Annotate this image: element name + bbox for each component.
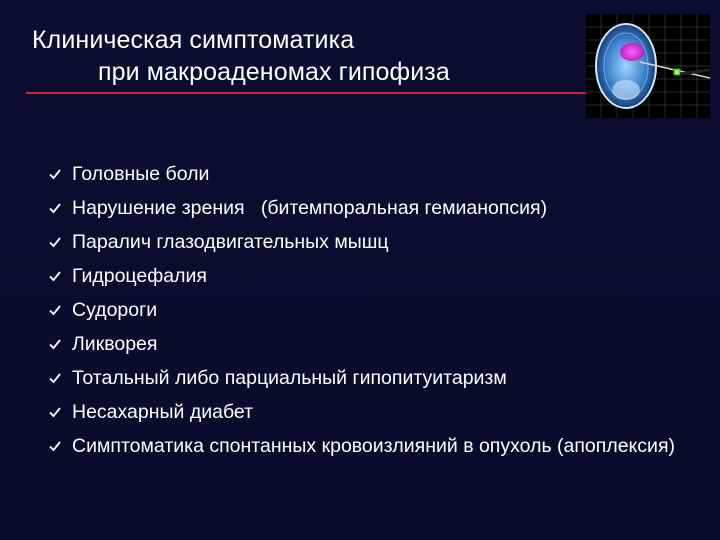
symptom-text: Гидроцефалия xyxy=(72,265,207,287)
list-item xyxy=(48,298,688,322)
list-item xyxy=(48,264,688,288)
symptom-text: Симптоматика спонтанных кровоизлияний в опухоль (апоплексия) xyxy=(72,435,675,457)
list-item xyxy=(48,230,688,254)
slide-title xyxy=(32,24,592,88)
list-item xyxy=(48,400,688,424)
checkmark-icon xyxy=(48,439,62,453)
brain-scan-image xyxy=(586,14,710,118)
brain-scan-icon xyxy=(586,14,710,118)
list-item xyxy=(48,332,688,356)
title-underline xyxy=(26,92,586,94)
checkmark-icon xyxy=(48,235,62,249)
title-line-1: Клиническая симптоматика xyxy=(32,26,355,54)
symptom-text: Паралич глазодвигательных мышц xyxy=(72,231,389,253)
checkmark-icon xyxy=(48,405,62,419)
symptom-text: Тотальный либо парциальный гипопитуитаризм xyxy=(72,367,507,389)
list-item xyxy=(48,162,688,186)
checkmark-icon xyxy=(48,269,62,283)
checkmark-icon xyxy=(48,337,62,351)
list-item xyxy=(48,366,688,390)
checkmark-icon xyxy=(48,167,62,181)
symptom-text: Нарушение зрения (битемпоральная гемианопсия) xyxy=(72,197,548,219)
symptom-text: Несахарный диабет xyxy=(72,401,254,423)
symptom-text: Головные боли xyxy=(72,163,210,185)
checkmark-icon xyxy=(48,371,62,385)
checkmark-icon xyxy=(48,201,62,215)
list-item xyxy=(48,434,688,458)
symptom-list xyxy=(48,162,688,468)
checkmark-icon xyxy=(48,303,62,317)
symptom-text: Ликворея xyxy=(72,333,158,355)
title-line-2: при макроаденомах гипофиза xyxy=(98,58,450,86)
list-item xyxy=(48,196,688,220)
symptom-text: Судороги xyxy=(72,299,158,321)
